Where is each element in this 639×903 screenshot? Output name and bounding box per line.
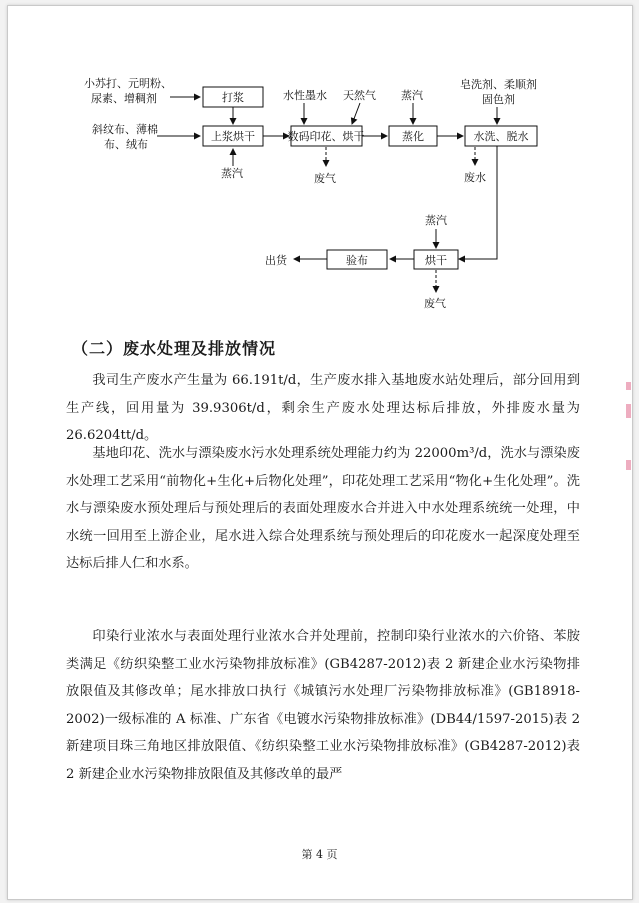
input-mix-line1: 小苏打、元明粉、 <box>84 77 172 90</box>
node-digital-print-label: 数码印花、烘干 <box>287 130 365 143</box>
node-inspect-label: 验布 <box>346 254 368 267</box>
node-pulp-label: 打浆 <box>222 91 244 104</box>
process-flow-diagram <box>0 0 639 330</box>
binding-seal-mark <box>626 404 631 418</box>
node-dry2-label: 烘干 <box>425 254 447 267</box>
node-size-dry-label: 上浆烘干 <box>211 130 255 143</box>
paragraph-discharge-standards: 印染行业浓水与表面处理行业浓水合并处理前，控制印染行业浓水的六价铬、苯胺类满足《纺织染整工业水污染物排放标准》(GB4287-2012)表 2 新建企业水污染物排放限值及其修改单；尾水排放口执行《城镇污水处理厂污染物排放标准》(GB18918-2002)一级标准的 A 标准、广东省《电镀水污染物排放标准》(DB44/1597-2015)表 2 新建项目珠三角地区排放限值、《纺织染整工业水污染物排放标准》(GB4287-2012)表 2 新建企业水污染物排放限值及其修改单的最严 <box>66 629 580 782</box>
node-wash-label: 水洗、脱水 <box>473 130 529 143</box>
output-gas-2: 废气 <box>424 297 446 310</box>
input-gas: 天然气 <box>343 89 376 102</box>
input-steam-2: 蒸汽 <box>401 89 423 102</box>
input-mix-line2: 尿素、增稠剂 <box>91 92 157 105</box>
page-number: 第 4 页 <box>301 848 338 861</box>
input-chem-line1: 皂洗剂、柔顺剂 <box>460 78 537 91</box>
node-steam-label: 蒸化 <box>402 130 424 143</box>
input-fabric-line2: 布、绒布 <box>104 138 148 151</box>
paragraph-treatment-system: 基地印花、洗水与漂染废水污水处理系统处理能力约为 22000m³/d，洗水与漂染废水处理工艺采用“前物化+生化+后物化处理”，印花处理工艺采用“物化+生化处理”。洗水与漂染废水预处理后与预处理后的表面处理废水合并进入中水处理系统统一处理，中水统一回用至上游企业，尾水进入综合处理系统与预处理后的印花废水一起深度处理至达标后排人仁和水系。 <box>66 446 580 571</box>
input-chem-line2: 固色剂 <box>482 93 515 106</box>
binding-seal-mark <box>626 460 631 470</box>
section-heading: （二）废水处理及排放情况 <box>72 339 277 358</box>
output-gas-1: 废气 <box>314 172 336 185</box>
output-ship: 出货 <box>265 254 287 267</box>
input-fabric-line1: 斜纹布、薄棉 <box>92 123 158 136</box>
output-water: 废水 <box>464 171 486 184</box>
input-ink: 水性墨水 <box>283 89 327 102</box>
binding-seal-mark <box>626 382 631 390</box>
input-steam-1: 蒸汽 <box>221 167 243 180</box>
input-steam-3: 蒸汽 <box>425 214 447 227</box>
paragraph-wastewater-volume: 我司生产废水产生量为 66.191t/d，生产废水排入基地废水站处理后，部分回用到生产线，回用量为 39.9306t/d，剩余生产废水处理达标后排放，外排废水量为 26.6204tt/d。 <box>66 373 580 443</box>
